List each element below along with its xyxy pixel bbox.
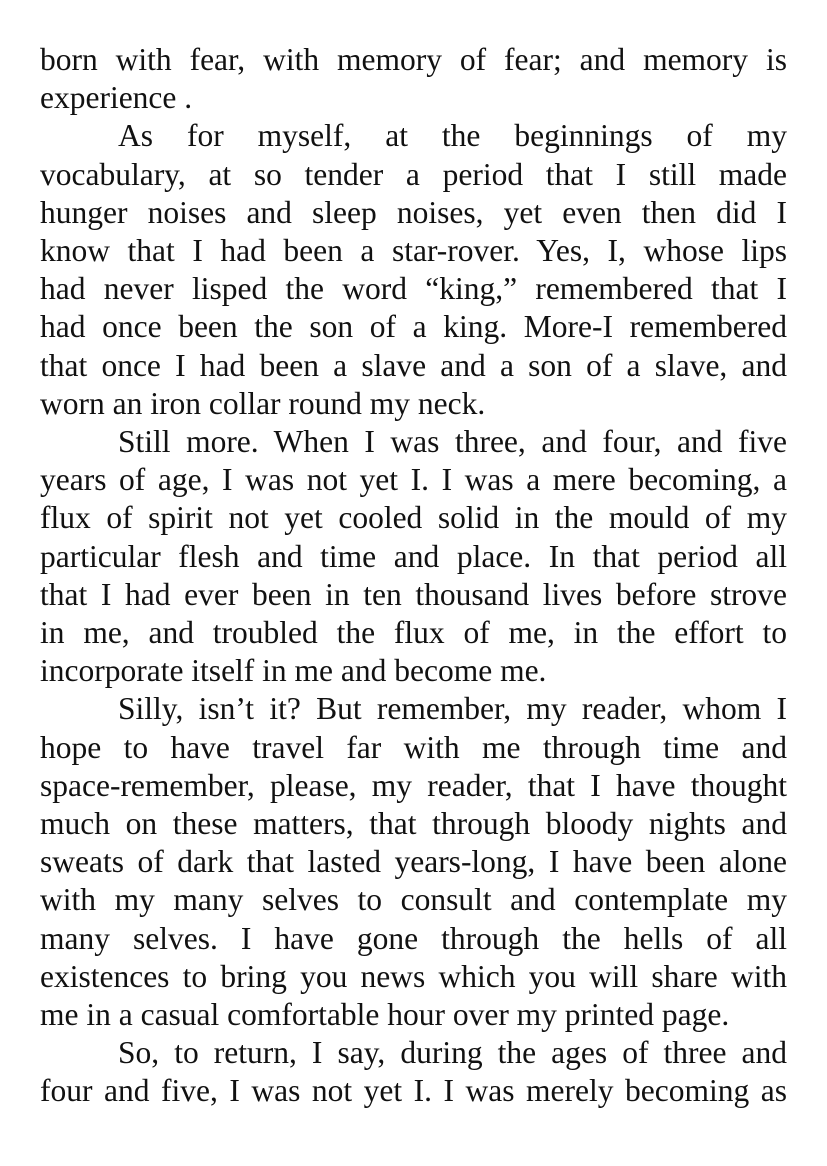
text-line: vocabulary, at so tender a period that I still made	[40, 156, 787, 192]
text-line: space-remember, please, my reader, that I have thought	[40, 767, 787, 803]
text-line: had never lisped the word “king,” remembered that I	[40, 271, 787, 307]
paragraph-5	[40, 1034, 787, 1110]
text-line: with my many selves to consult and contemplate my	[40, 882, 787, 918]
text-line: many selves. I have gone through the hells of all	[40, 920, 787, 956]
text-line: incorporate itself in me and become me.	[40, 653, 547, 689]
text-line: know that I had been a star-rover. Yes, I, whose lips	[40, 233, 787, 269]
text-line: years of age, I was not yet I. I was a mere becoming, a	[40, 462, 787, 498]
text-line: sweats of dark that lasted years-long, I have been alone	[40, 844, 787, 880]
text-line: in me, and troubled the flux of me, in the effort to	[40, 615, 787, 651]
text-line: worn an iron collar round my neck.	[40, 385, 486, 421]
document-page	[40, 41, 787, 1111]
paragraph-3	[40, 423, 787, 690]
text-line: experience .	[40, 80, 193, 116]
text-line: much on these matters, that through bloody nights and	[40, 806, 787, 842]
text-line: Still more. When I was three, and four, and five	[118, 424, 787, 460]
text-line: existences to bring you news which you will share with	[40, 958, 787, 994]
text-line: particular flesh and time and place. In that period all	[40, 538, 787, 574]
text-line: Silly, isn’t it? But remember, my reader, whom I	[118, 691, 787, 727]
text-line: four and five, I was not yet I. I was merely becoming as	[40, 1073, 787, 1109]
text-line: that once I had been a slave and a son of a slave, and	[40, 347, 787, 383]
paragraph-1	[40, 41, 787, 117]
text-line: hope to have travel far with me through time and	[40, 729, 787, 765]
text-line: flux of spirit not yet cooled solid in the mould of my	[40, 500, 787, 536]
text-line: So, to return, I say, during the ages of three and	[118, 1035, 787, 1071]
paragraph-4	[40, 690, 787, 1034]
text-line: hunger noises and sleep noises, yet even then did I	[40, 194, 787, 230]
text-line: born with fear, with memory of fear; and memory is	[40, 42, 787, 77]
text-line: that I had ever been in ten thousand lives before strove	[40, 576, 787, 612]
text-line: me in a casual comfortable hour over my printed page.	[40, 997, 730, 1033]
text-line: As for myself, at the beginnings of my	[118, 118, 787, 154]
paragraph-2	[40, 117, 787, 423]
text-line: had once been the son of a king. More-I remembered	[40, 309, 787, 345]
